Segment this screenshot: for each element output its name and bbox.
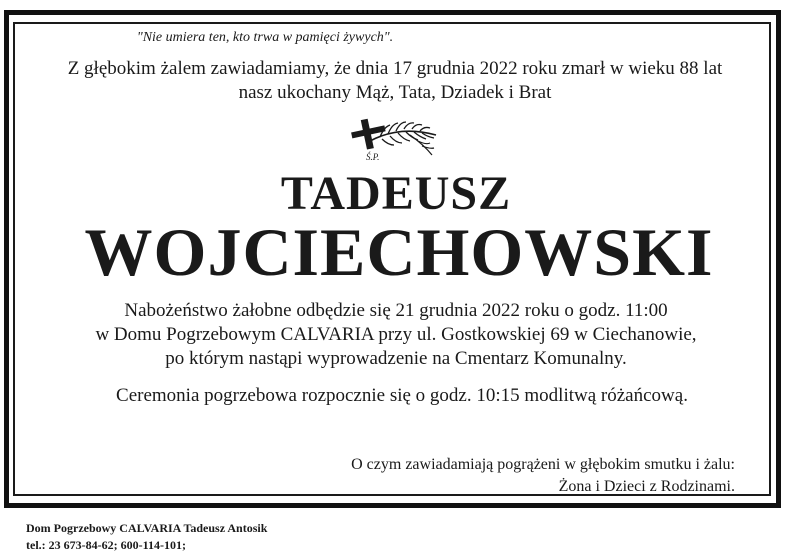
mourners-intro: O czym zawiadamiają pogrążeni w głębokim smutku i żalu:: [351, 456, 735, 473]
funeral-home-name: Dom Pogrzebowy CALVARIA Tadeusz Antosik: [26, 521, 268, 535]
deceased-surname: WOJCIECHOWSKI: [84, 214, 714, 290]
emblem-label: Ś.P.: [366, 152, 380, 162]
death-announcement-line-2: nasz ukochany Mąż, Tata, Dziadek i Brat: [238, 82, 552, 103]
service-info-line-1: Nabożeństwo żałobne odbędzie się 21 grudnia 2022 roku o godz. 11:00: [124, 300, 668, 321]
funeral-home-phone: tel.: 23 673-84-62; 600-114-101;: [26, 538, 186, 552]
death-announcement-line-1: Z głębokim żalem zawiadamiamy, że dnia 17 grudnia 2022 roku zmarł w wieku 88 lat: [67, 58, 723, 79]
service-info-line-3: po którym nastąpi wyprowadzenie na Cmentarz Komunalny.: [165, 348, 627, 369]
service-info-line-2: w Domu Pogrzebowym CALVARIA przy ul. Gostkowskiej 69 w Ciechanowie,: [95, 324, 697, 345]
memorial-motto: "Nie umiera ten, kto trwa w pamięci żywych".: [136, 30, 394, 45]
deceased-first-name: TADEUSZ: [280, 167, 512, 220]
mourners-names: Żona i Dzieci z Rodzinami.: [558, 478, 735, 495]
cross-with-palm-branch-icon: [340, 115, 450, 163]
ceremony-info: Ceremonia pogrzebowa rozpocznie się o godz. 10:15 modlitwą różańcową.: [116, 385, 688, 406]
